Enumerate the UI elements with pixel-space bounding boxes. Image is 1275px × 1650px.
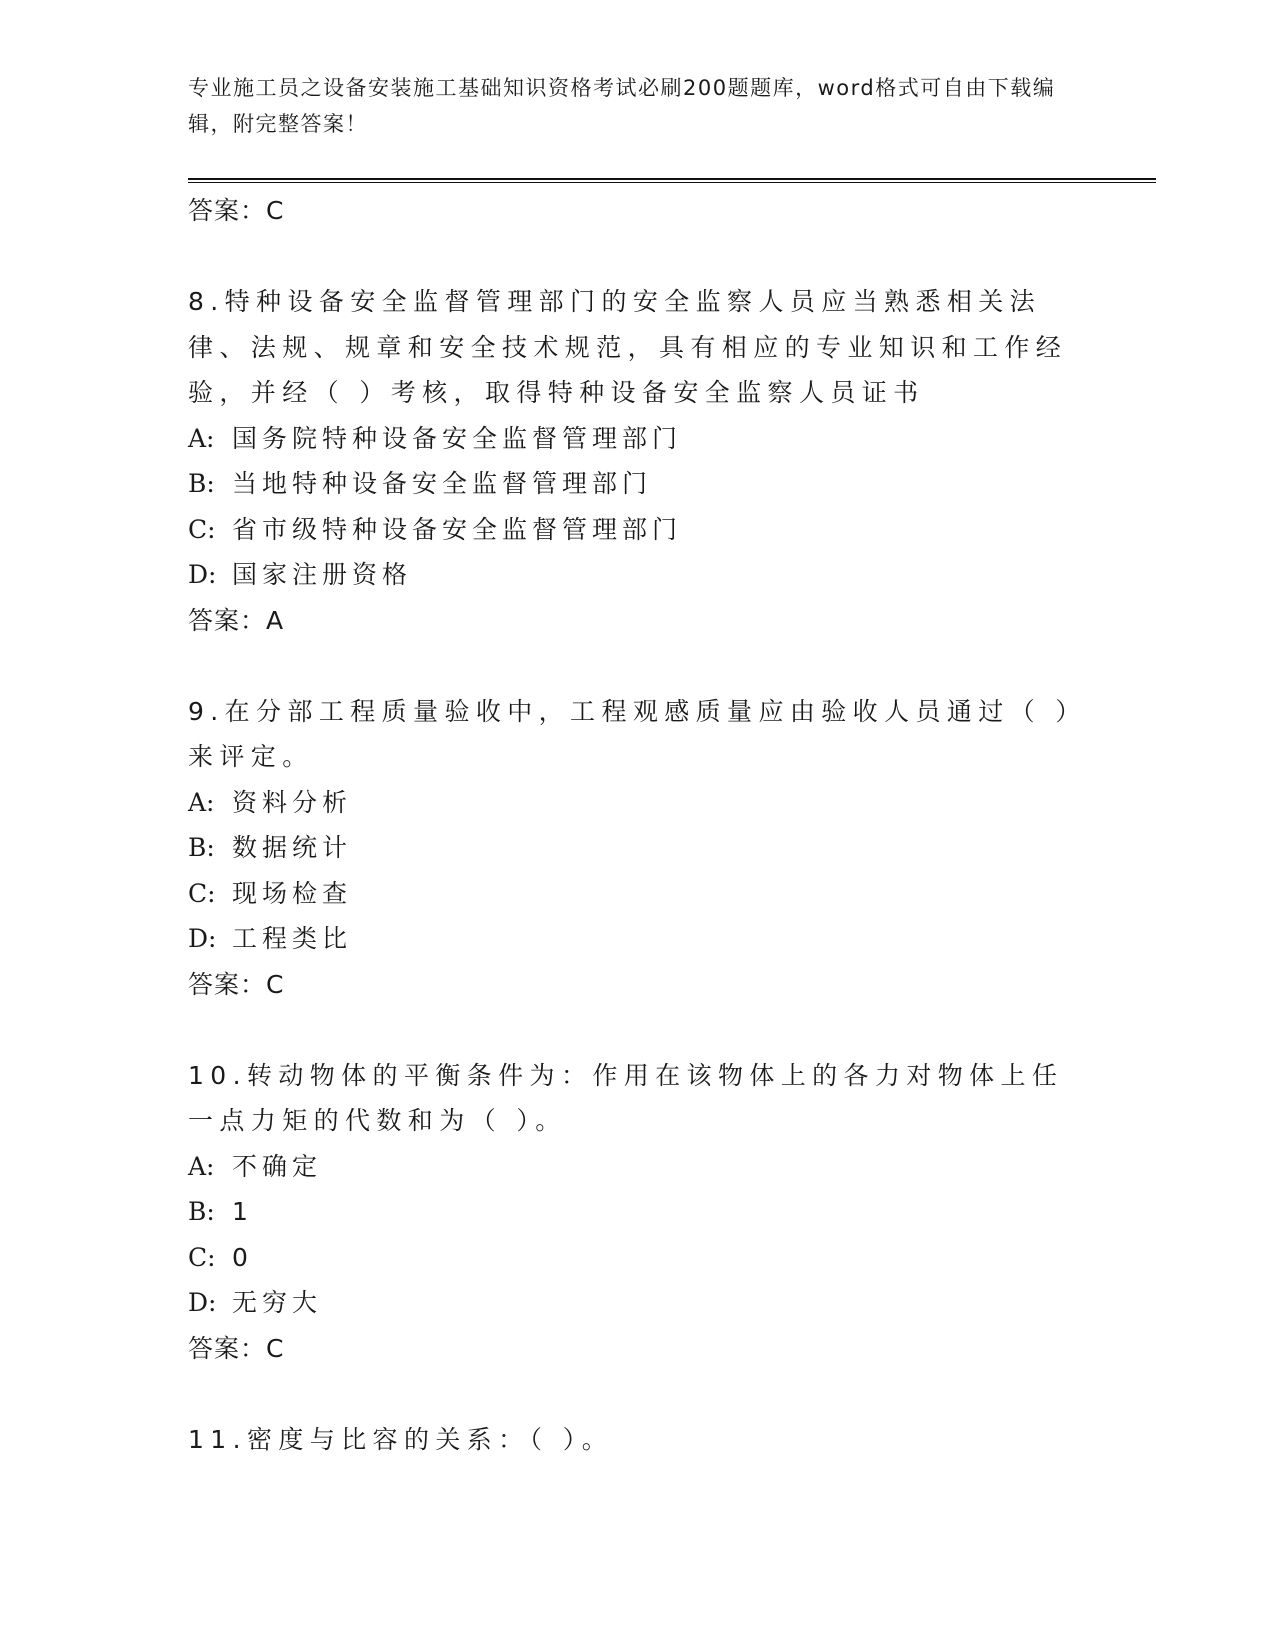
option-key: A: [188, 787, 215, 817]
option-text: 当地特种设备安全监督管理部门 [232, 469, 653, 498]
option-b [188, 1189, 1088, 1235]
answer-line: 答案：C [188, 969, 285, 999]
option-key: A: [188, 1151, 215, 1181]
option-a [188, 416, 1088, 462]
option-key: C: [188, 878, 216, 908]
document-header: 专业施工员之设备安装施工基础知识资格考试必刷200题题库，word格式可自由下载编辑，附完整答案！ [188, 76, 1056, 136]
option-d [188, 916, 1088, 962]
question-stem: 9.在分部工程质量验收中，工程观感质量应由验收人员通过（ ）来评定。 [188, 696, 1087, 771]
option-key: B: [188, 1197, 215, 1226]
option-text: 省市级特种设备安全监督管理部门 [232, 514, 683, 544]
question-stem: 11.密度与比容的关系：（ ）。 [188, 1424, 614, 1454]
option-c [188, 871, 1088, 917]
header-divider [188, 178, 1156, 183]
question-item [188, 1417, 1088, 1463]
question-item [188, 689, 1088, 1008]
option-b [188, 461, 1088, 507]
option-b [188, 825, 1088, 871]
question-stem: 10.转动物体的平衡条件为：作用在该物体上的各力对物体上任一点力矩的代数和为（ ）。 [188, 1060, 1064, 1135]
option-c [188, 507, 1088, 553]
option-text: 1 [232, 1197, 253, 1226]
option-key: D: [188, 560, 217, 589]
option-text: 资料分析 [232, 787, 353, 817]
question-list [188, 188, 1088, 1462]
option-a [188, 780, 1088, 826]
option-text: 无穷大 [232, 1288, 323, 1317]
option-text: 0 [232, 1242, 253, 1272]
question-stem: 8.特种设备安全监督管理部门的安全监察人员应当熟悉相关法律、法规、规章和安全技术规范，具有相应的专业知识和工作经验，并经（ ）考核，取得特种设备安全监察人员证书 [188, 287, 1068, 407]
question-gap [188, 234, 1088, 279]
option-text: 国务院特种设备安全监督管理部门 [232, 423, 683, 453]
question-gap [188, 1008, 1088, 1053]
option-text: 国家注册资格 [232, 560, 413, 589]
option-key: D: [188, 924, 217, 953]
option-text: 数据统计 [232, 833, 353, 862]
option-key: C: [188, 1242, 216, 1272]
option-key: A: [188, 423, 215, 453]
option-key: D: [188, 1288, 217, 1317]
question-item [188, 279, 1088, 644]
answer-line: 答案：C [188, 196, 285, 225]
question-item [188, 1053, 1088, 1372]
option-text: 工程类比 [232, 924, 353, 953]
answer-line: 答案：A [188, 605, 285, 635]
answer-line: 答案：C [188, 1333, 285, 1363]
option-a [188, 1144, 1088, 1190]
option-d [188, 552, 1088, 598]
option-key: B: [188, 833, 215, 862]
option-d [188, 1280, 1088, 1326]
option-text: 不确定 [232, 1151, 323, 1181]
option-c [188, 1235, 1088, 1281]
question-gap [188, 644, 1088, 689]
question-gap [188, 1372, 1088, 1417]
option-key: C: [188, 514, 216, 544]
option-key: B: [188, 469, 215, 498]
option-text: 现场检查 [232, 878, 353, 908]
